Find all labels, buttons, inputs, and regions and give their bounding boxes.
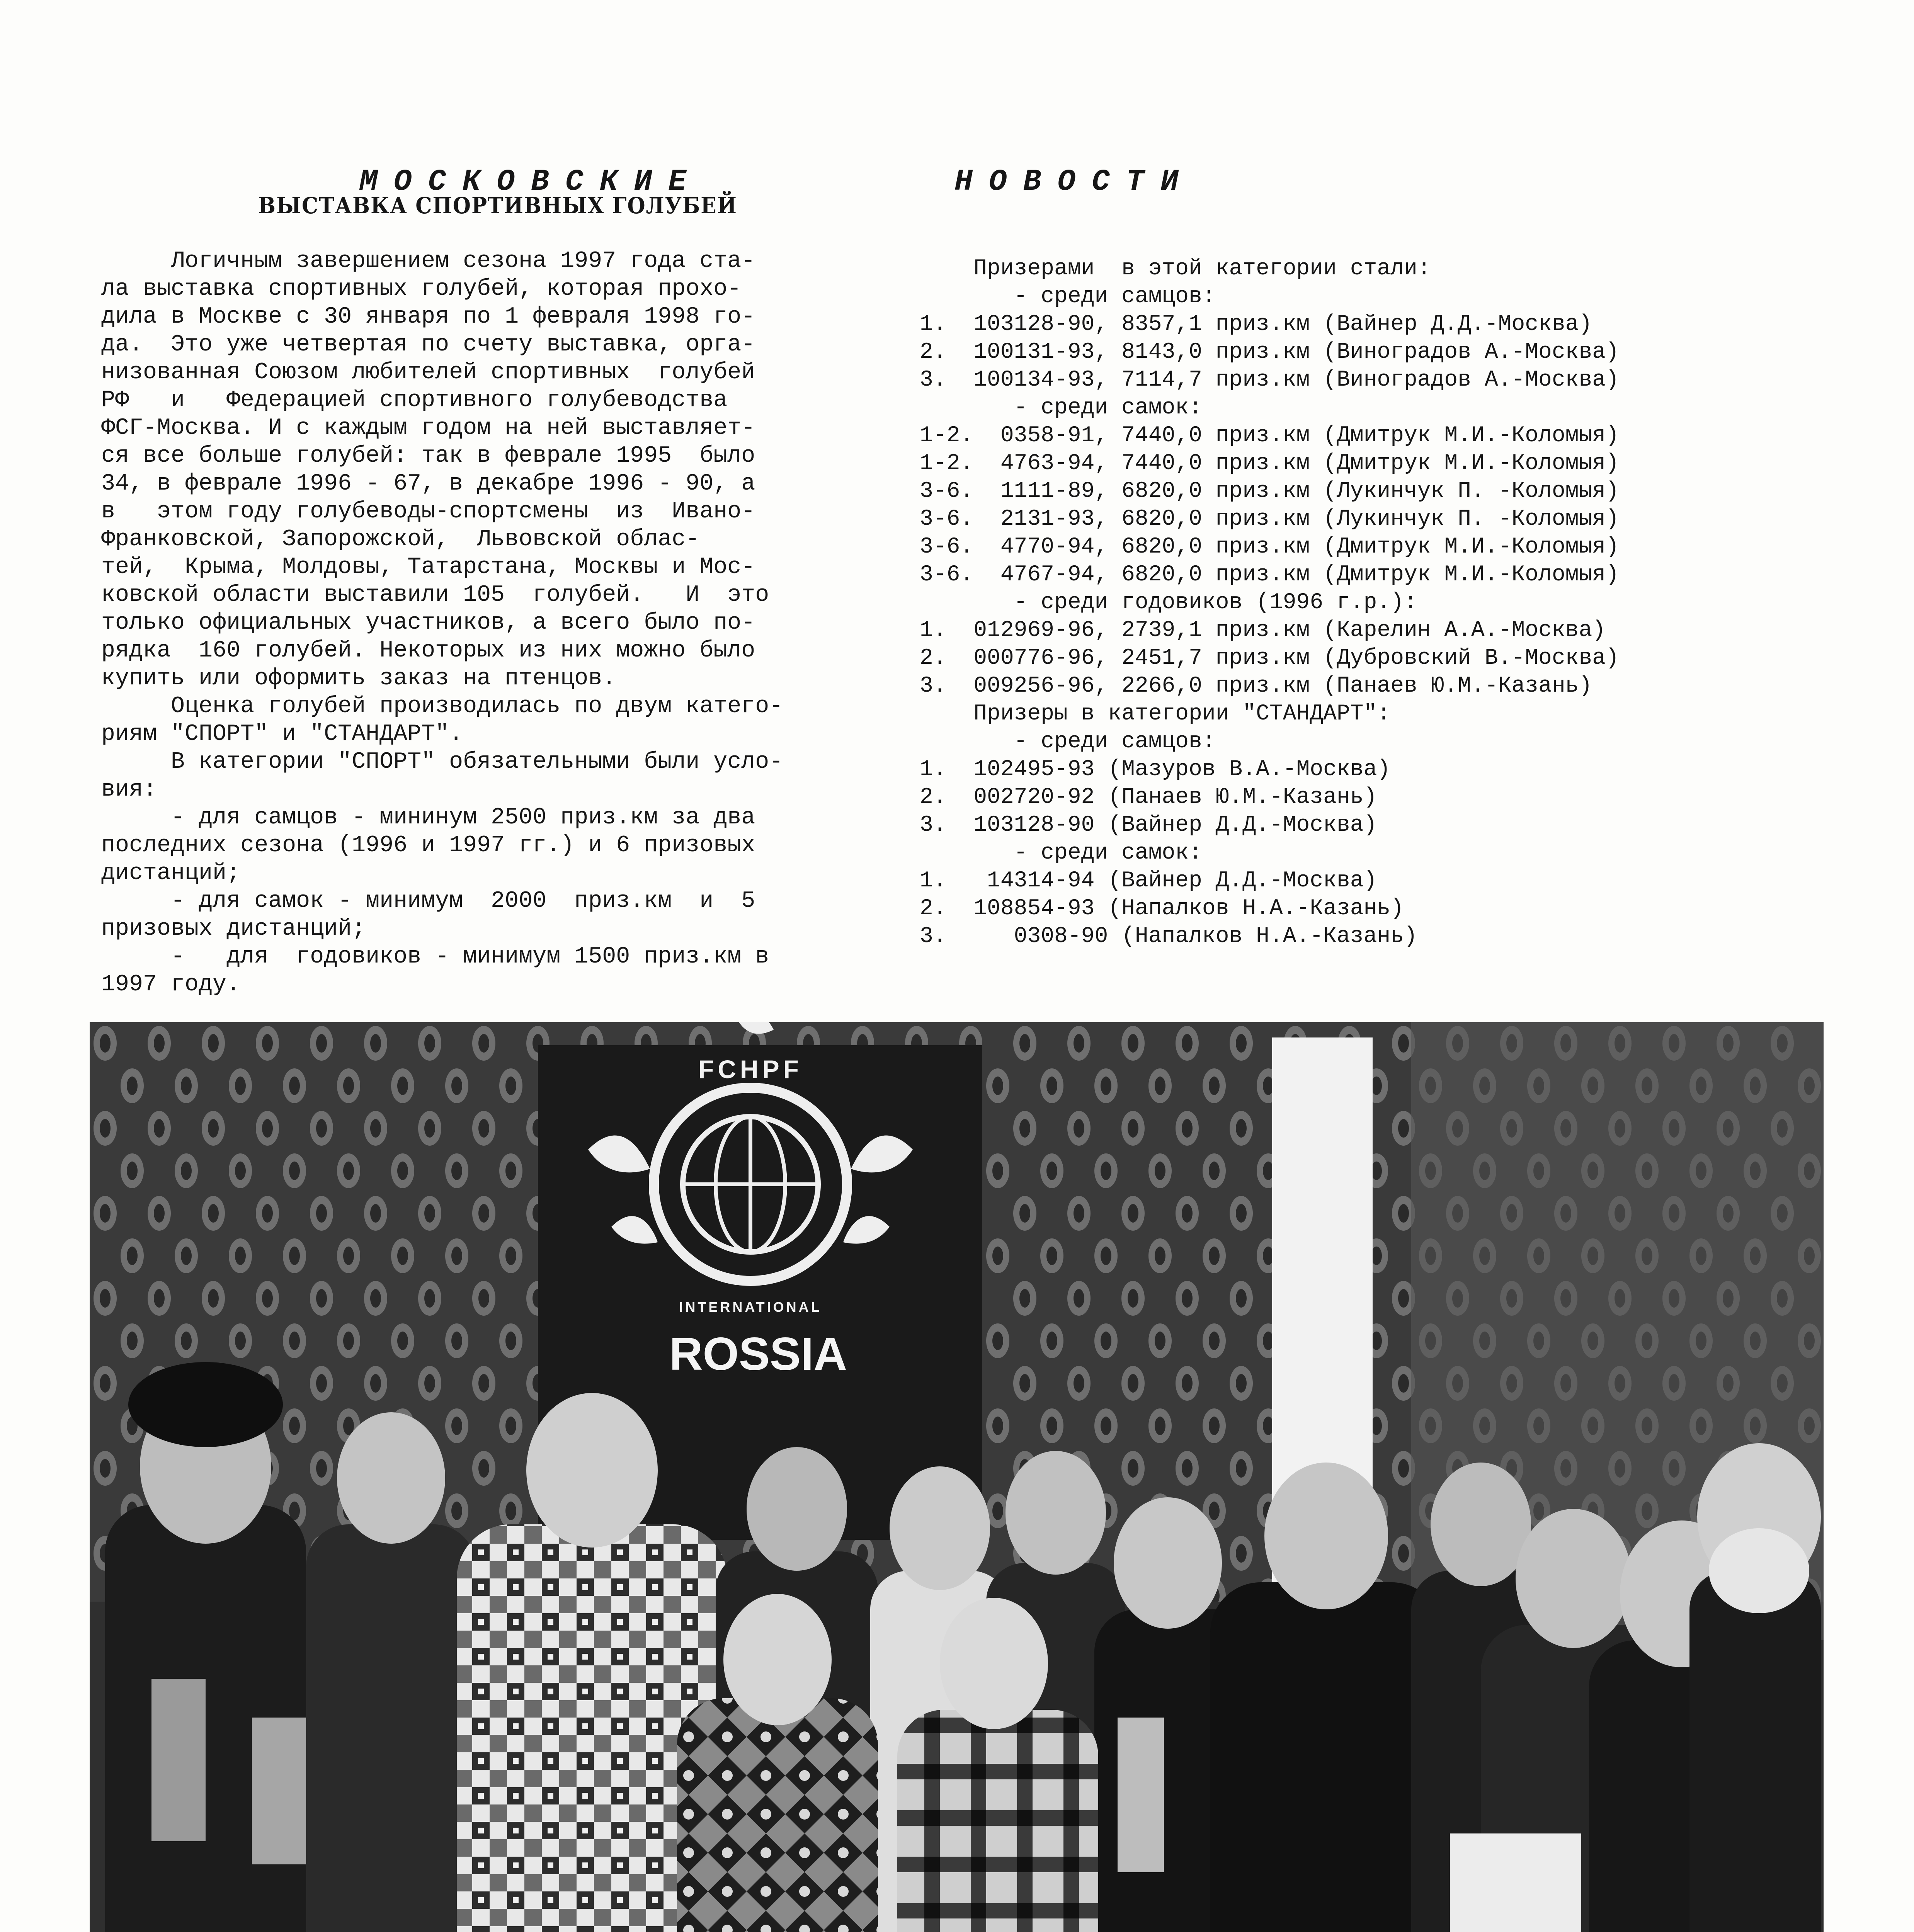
prize-line: - среди самцов: [920, 729, 1216, 754]
article-line: да. Это уже четвертая по счету выставка, орга- [101, 332, 755, 358]
masthead-word-novosti: НОВОСТИ [954, 165, 1195, 199]
article-line: Франковской, Запорожской, Львовской облас- [101, 526, 700, 553]
prize-line: - среди самок: [920, 840, 1202, 866]
article-line: ковской области выставили 105 голубей. И это [101, 582, 769, 608]
article-line: риям "СПОРТ" и "СТАНДАРТ". [101, 721, 463, 747]
article-line: в этом году голубеводы-спортсмены из Ивано- [101, 498, 755, 525]
prize-line: 1-2. 4763-94, 7440,0 приз.км (Дмитрук М.И.-Коломыя) [920, 451, 1619, 476]
group-photo-svg [90, 1022, 1824, 1932]
prize-line: 3. 0308-90 (Напалков Н.А.-Казань) [920, 924, 1417, 949]
article-line: РФ и Федерацией спортивного голубеводства [101, 387, 728, 413]
article-line: 1997 году. [101, 971, 241, 998]
article-line: дистанций; [101, 860, 241, 886]
article-line: только официальных участников, а всего было по- [101, 610, 755, 636]
prize-line: - среди самок: [920, 395, 1202, 420]
article-line: купить или оформить заказ на птенцов. [101, 665, 616, 692]
article-line: рядка 160 голубей. Некоторых из них можно было [101, 638, 755, 664]
article-line: 34, в феврале 1996 - 67, в декабре 1996 - 90, а [101, 471, 755, 497]
article-line: призовых дистанций; [101, 916, 366, 942]
article-line: - для годовиков - минимум 1500 приз.км в [101, 944, 769, 970]
article-line: последних сезона (1996 и 1997 гг.) и 6 призовых [101, 832, 755, 859]
trophy [151, 1679, 206, 1841]
diploma [1450, 1833, 1581, 1932]
trophy [252, 1718, 306, 1864]
article-line: Логичным завершением сезона 1997 года ста- [101, 248, 755, 274]
article-title: ВЫСТАВКА СПОРТИВНЫХ ГОЛУБЕЙ [258, 192, 737, 219]
prize-line: 2. 100131-93, 8143,0 приз.км (Виноградов А.-Москва) [920, 340, 1619, 365]
prize-line: 2. 108854-93 (Напалков Н.А.-Казань) [920, 896, 1404, 921]
article-line: ся все больше голубей: так в феврале 1995 было [101, 443, 755, 469]
article-line: тей, Крыма, Молдовы, Татарстана, Москвы и Мос- [101, 554, 755, 580]
rossia-banner-text: ROSSIA [669, 1328, 847, 1380]
article-line: вия: [101, 777, 157, 803]
prize-line: Призерами в этой категории стали: [920, 256, 1431, 281]
prize-line: 3. 009256-96, 2266,0 приз.км (Панаев Ю.М.-Казань) [920, 673, 1592, 699]
emblem-ring-text: INTERNATIONAL [679, 1299, 822, 1315]
article-line: - для самцов - мининум 2500 приз.км за два [101, 804, 755, 831]
prize-line: - среди годовиков (1996 г.р.): [920, 590, 1417, 615]
person [1689, 1443, 1821, 1932]
emblem-name: FCHPF [698, 1055, 803, 1083]
article-line: дила в Москве с 30 января по 1 февраля 1998 го- [101, 304, 755, 330]
prize-line: 2. 002720-92 (Панаев Ю.М.-Казань) [920, 785, 1377, 810]
prize-line: 2. 000776-96, 2451,7 приз.км (Дубровский В.-Москва) [920, 646, 1619, 671]
article-line: В категории "СПОРТ" обязательными были усло- [101, 749, 783, 775]
article-body [101, 247, 783, 998]
article-line: - для самок - минимум 2000 приз.км и 5 [101, 888, 755, 914]
article-line: ФСГ-Москва. И с каждым годом на ней выставляет- [101, 415, 755, 441]
prize-line: 3-6. 4767-94, 6820,0 приз.км (Дмитрук М.И.-Коломыя) [920, 562, 1619, 587]
prize-line: - среди самцов: [920, 284, 1216, 309]
masthead-word-moskovskie: МОСКОВСКИЕ [359, 165, 703, 199]
prize-line: 3-6. 4770-94, 6820,0 приз.км (Дмитрук М.И.-Коломыя) [920, 534, 1619, 560]
prize-line: 3. 103128-90 (Вайнер Д.Д.-Москва) [920, 813, 1377, 838]
prize-line: 1. 14314-94 (Вайнер Д.Д.-Москва) [920, 868, 1377, 893]
article-line: ла выставка спортивных голубей, которая прохо- [101, 276, 742, 302]
group-photo [90, 1022, 1824, 1932]
prize-line: 1. 103128-90, 8357,1 приз.км (Вайнер Д.Д.-Москва) [920, 312, 1592, 337]
article-line: Оценка голубей производилась по двум катего- [101, 693, 783, 719]
prize-line: 3. 100134-93, 7114,7 приз.км (Виноградов А.-Москва) [920, 367, 1619, 393]
prize-line: Призеры в категории "СТАНДАРТ": [920, 701, 1391, 726]
prize-line: 1. 012969-96, 2739,1 приз.км (Карелин А.А.-Москва) [920, 618, 1606, 643]
article-line: низованная Союзом любителей спортивных голубей [101, 359, 755, 386]
trophy [1118, 1718, 1164, 1872]
prize-line: 1. 102495-93 (Мазуров В.А.-Москва) [920, 757, 1391, 782]
prize-line: 3-6. 1111-89, 6820,0 приз.км (Лукинчук П. -Коломыя) [920, 479, 1619, 504]
prize-line: 1-2. 0358-91, 7440,0 приз.км (Дмитрук М.И.-Коломыя) [920, 423, 1619, 448]
prize-list [920, 255, 1619, 951]
prize-line: 3-6. 2131-93, 6820,0 приз.км (Лукинчук П. -Коломыя) [920, 507, 1619, 532]
